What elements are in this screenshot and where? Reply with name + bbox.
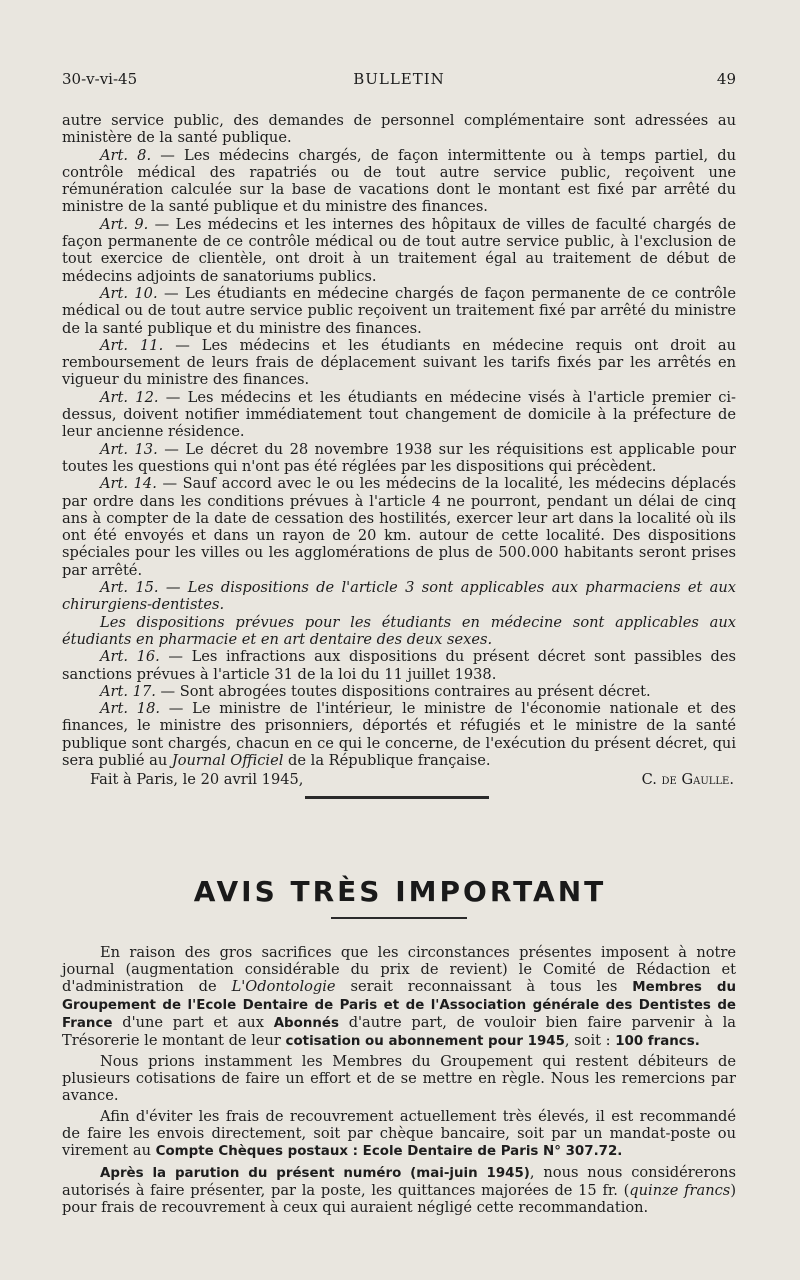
text-run: , soit : — [564, 1031, 616, 1049]
article-14 — [62, 475, 736, 579]
article-15-continued: Les dispositions prévues pour les étudiants en médecine sont applicables aux étudiants en pharmacie et en art dentaire des deux sexes. — [62, 613, 736, 648]
article-text: — Les étudiants en médecine chargés de façon permanente de ce contrôle médical ou de tout autre service public reçoivent un traitement fixé par arrêté du ministre de la santé publique et du ministre des finances. — [62, 284, 736, 337]
signature-place: Fait à Paris, le 20 avril 1945, — [90, 771, 304, 789]
text-run: d'une part et aux — [112, 1013, 274, 1031]
signature-name: C. de Gaulle. — [641, 771, 734, 789]
decree-text — [62, 112, 736, 789]
text-run: serait reconnaissant à tous les — [335, 977, 633, 995]
bold-run: Membres du Groupement de l'Ecole Dentaire de Paris et de l'Association générale des Dentistes de France — [62, 979, 736, 1031]
article-label: Art. 11. — [100, 336, 164, 354]
notice-paragraph-4 — [62, 1165, 736, 1217]
article-11 — [62, 337, 736, 389]
article-text: — Les médecins et les internes des hôpitaux de villes de faculté chargés de façon permanente de ce contrôle médical ou de tout autre service public, à l'exclusion de tout exercice de clientèle, ont droit à un traitement égal au traitement de début de médecins adjoints de sanatoriums publics. — [62, 215, 736, 285]
text-run: ) pour frais de recouvrement à ceux qui auraient négligé cette recommandation. — [62, 1181, 737, 1216]
bold-run: 100 francs. — [615, 1033, 700, 1049]
bold-run: Après la parution du présent numéro (mai-juin 1945) — [100, 1165, 530, 1181]
signature-line — [62, 771, 736, 788]
article-label: Art. 15. — [100, 579, 159, 597]
article-text: — Les médecins chargés, de façon intermittente ou à temps partiel, du contrôle médical des rapatriés ou de tout autre service public, reçoivent une rémunération calculée sur la base de vacations dont le montant est fixé par arrêté du ministre de la santé publique et du ministre des finances. — [62, 146, 736, 216]
article-label: Art. 14. — [100, 475, 157, 493]
article-15 — [62, 579, 736, 614]
article-text: — Les médecins et les étudiants en médecine requis ont droit au remboursement de leurs frais de déplacement suivant les tarifs fixés par les arrêtés en vigueur du ministre des finances. — [62, 336, 736, 389]
article-13 — [62, 441, 736, 476]
notice-text — [62, 945, 736, 1221]
bold-run: Compte Chèques postaux : Ecole Dentaire de Paris N° 307.72. — [155, 1143, 623, 1159]
journal-name: L'Odontologie — [231, 977, 336, 995]
text-run: En raison des gros sacrifices que les circonstances présentes imposent à notre journal (augmentation considérable du prix de revient) le Comité de Rédaction et d'administration de — [62, 944, 736, 995]
article-label: Art. 13. — [100, 440, 158, 458]
notice-title: AVIS TRÈS IMPORTANT — [193, 875, 607, 908]
running-header — [62, 70, 736, 92]
article-text: — Les infractions aux dispositions du présent décret sont passibles des sanctions prévues à l'article 31 de la loi du 11 juillet 1938. — [62, 648, 736, 683]
article-text: — Les dispositions de l'article 3 sont applicables aux pharmaciens et aux chirurgiens-dentistes. — [62, 579, 737, 614]
decree-intro: autre service public, des demandes de personnel complémentaire sont adressées au ministère de la santé publique. — [62, 112, 736, 147]
article-18 — [62, 700, 736, 769]
notice-paragraph-3 — [62, 1109, 736, 1161]
text-run: , nous nous considérerons autorisés à faire présenter, par la poste, les quittances majorées de 15 fr. ( — [62, 1163, 736, 1199]
notice-paragraph-1 — [62, 945, 736, 1050]
article-label: Art. 12. — [100, 388, 159, 406]
italic-run: quinze francs — [629, 1181, 731, 1199]
article-label: Art. 17. — [100, 682, 156, 700]
article-text: — Le ministre de l'intérieur, le ministre de l'économie nationale et des finances, le ministre des prisonniers, déportés et réfugiés et le ministre de la santé publique sont chargés, chacun en ce qui le concerne, de l'exécution du présent décret, qui sera publié au — [62, 700, 736, 769]
article-text: — Sauf accord avec le ou les médecins de la localité, les médecins déplacés par ordre dans les conditions prévues à l'article 4 ne pourront, pendant un délai de cinq ans à compter de la date de cessation des hostilités, exercer leur art dans la localité où ils ont été envoyés et dans un rayon de 20 km. autour de cette localité. Des dispositions spéciales pour les villes ou les agglomérations de plus de 500.000 habitants seront prises par arrêté. — [62, 475, 736, 579]
article-label: Art. 18. — [100, 700, 161, 718]
title-underline — [331, 917, 467, 919]
bold-run: cotisation ou abonnement pour 1945 — [285, 1033, 565, 1049]
article-text: — Le décret du 28 novembre 1938 sur les réquisitions est applicable pour toutes les questions qui n'ont pas été réglées par les dispositions qui précèdent. — [62, 440, 736, 475]
article-16 — [62, 648, 736, 683]
article-text: — Les médecins et les étudiants en médecine visés à l'article premier ci-dessus, doivent notifier immédiatement tout changement de domicile à la préfecture de leur ancienne résidence. — [62, 388, 736, 441]
page-number: 49 — [716, 70, 736, 88]
article-text: de la République française. — [283, 751, 491, 769]
article-label: Art. 16. — [100, 648, 160, 666]
article-label: Art. 8. — [100, 146, 152, 164]
article-17 — [62, 683, 736, 700]
article-label: Art. 10. — [100, 284, 158, 302]
notice-paragraph-2: Nous prions instamment les Membres du Groupement qui restent débiteurs de plusieurs cotisations de faire un effort et de se mettre en règle. Nous les remercions par avance. — [62, 1053, 736, 1105]
article-text: — Sont abrogées toutes dispositions contraires au présent décret. — [155, 682, 651, 700]
article-9 — [62, 216, 736, 285]
journal-officiel: Journal Officiel — [171, 751, 284, 769]
text-run: Afin d'éviter les frais de recouvrement actuellement très élevés, il est recommandé de faire les envois directement, soit par chèque bancaire, soit par un mandat-poste ou virement au — [62, 1108, 736, 1159]
article-8 — [62, 147, 736, 216]
article-10 — [62, 285, 736, 337]
bold-run: Abonnés — [273, 1015, 339, 1031]
article-label: Art. 9. — [100, 215, 149, 233]
section-divider — [305, 796, 489, 799]
article-12 — [62, 389, 736, 441]
header-date: 30-v-vi-45 — [62, 70, 138, 88]
header-title: BULLETIN — [353, 70, 445, 88]
text-run: d'autre part, de vouloir bien faire parvenir à la Trésorerie le montant de leur — [62, 1013, 737, 1049]
